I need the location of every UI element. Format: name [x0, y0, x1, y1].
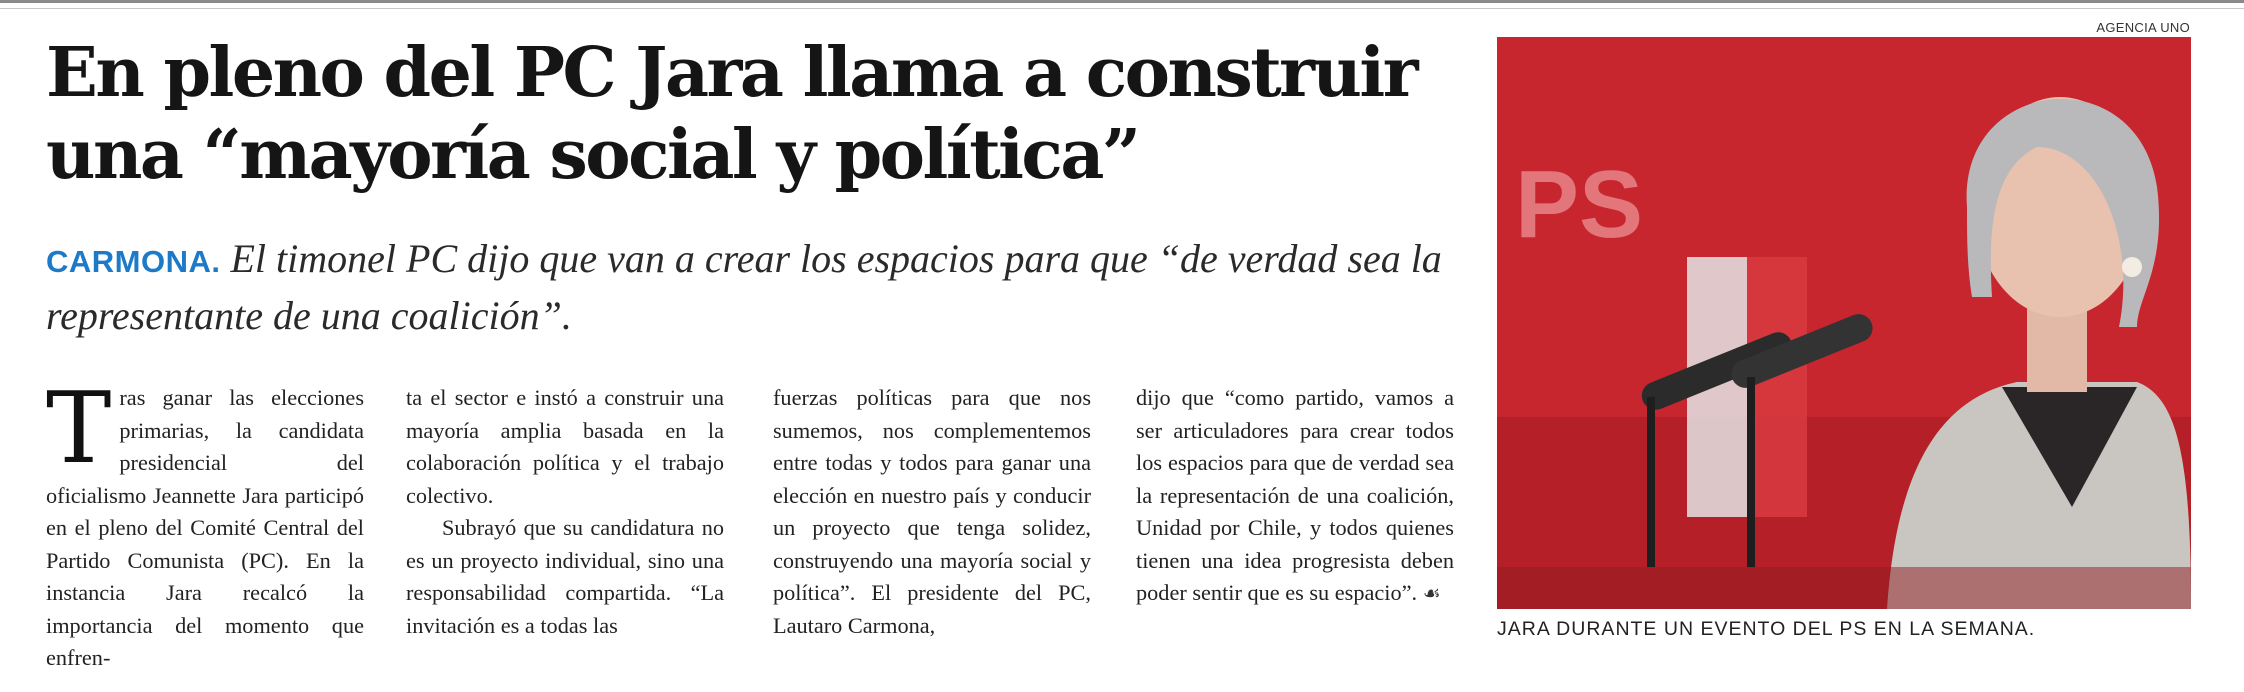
podium-shape: [1497, 567, 2191, 609]
photo-illustration: [1497, 37, 2191, 609]
article-photo: [1497, 37, 2191, 609]
photo-caption: JARA DURANTE UN EVENTO DEL PS EN LA SEMANA.: [1497, 618, 2036, 640]
body-column-4: [1136, 382, 1454, 610]
headline-line-1: En pleno del PC Jara llama a construir: [46, 33, 1417, 113]
headline-line-2: una “mayoría social y política”: [46, 115, 1139, 195]
flag-red-icon: [1747, 257, 1807, 517]
body-text-col-1: ras ganar las elecciones primarias, la candidata presidencial del oficialismo Jeannette Jara participó en el pleno del Comité Central del Partido Comunista (PC). En la instancia Jara recalcó la importancia del momento que enfren-: [46, 385, 364, 670]
body-column-3: [773, 382, 1091, 642]
deck-text: El timonel PC dijo que van a crear los espacios para que “de verdad sea la representante de una coalición”.: [46, 236, 1442, 338]
end-mark-icon: ☙: [1422, 581, 1441, 605]
deck: [46, 232, 1466, 343]
drop-cap: T: [46, 372, 112, 486]
body-text-col-2-p1: ta el sector e instó a construir una mayoría amplia basada en la colaboración política y el trabajo colectivo.: [406, 385, 724, 508]
photo-credit: AGENCIA UNO: [2096, 20, 2190, 35]
deck-kicker: CARMONA.: [46, 244, 221, 279]
body-column-2: [406, 382, 724, 642]
backdrop-text: PS: [1515, 151, 1644, 258]
body-text-col-4: dijo que “como partido, vamos a ser articuladores para crear todos los espacios para que de verdad sea la representación de una coalición, Unidad por Chile, y todos quienes tienen una idea progresista deben poder sentir que es su espacio”.: [1136, 385, 1454, 605]
body-column-1: [46, 372, 364, 675]
earring-icon: [2122, 257, 2142, 277]
top-rule-thin: [0, 8, 2244, 9]
body-text-col-2-p2: Subrayó que su candidatura no es un proyecto individual, sino una responsabilidad compartida. “La invitación es a todas las: [406, 515, 724, 638]
body-text-col-3: fuerzas políticas para que nos sumemos, nos complementemos entre todas y todos para ganar una elección en nuestro país y conducir un proyecto que tenga solidez, construyendo una mayoría social y política”. El presidente del PC, Lautaro Carmona,: [773, 385, 1091, 638]
headline: [46, 32, 1466, 196]
top-rule: [0, 0, 2244, 3]
